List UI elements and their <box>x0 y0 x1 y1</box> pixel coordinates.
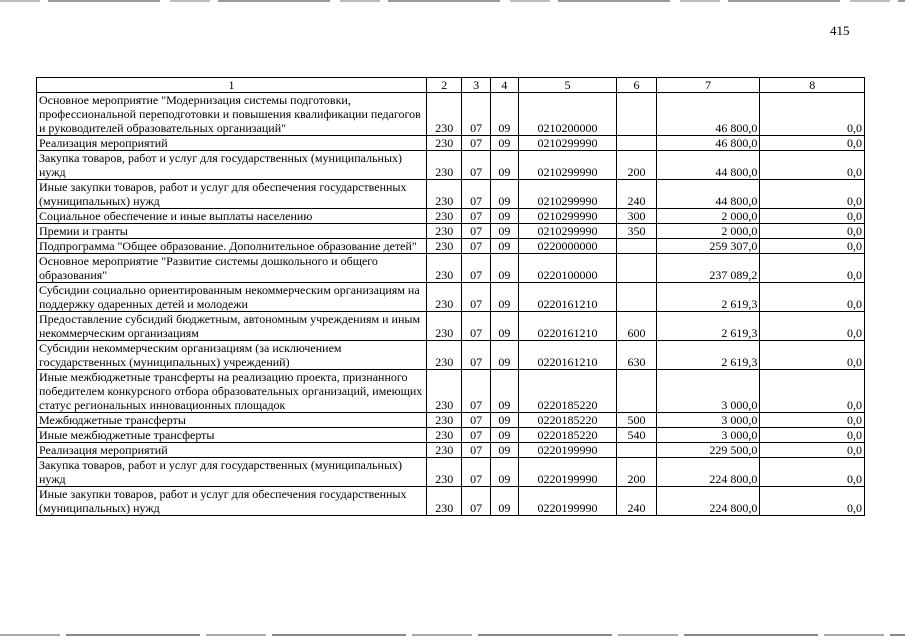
row-section-cell: 07 <box>462 239 490 254</box>
row-expense-type-cell <box>617 93 657 136</box>
header-row <box>37 78 865 93</box>
row-target-article-cell: 0220185220 <box>518 428 616 443</box>
table-row <box>37 136 865 151</box>
row-amount-cell: 3 000,0 <box>656 428 759 443</box>
row-target-article-cell: 0220161210 <box>518 283 616 312</box>
row-amount-cell: 3 000,0 <box>656 370 759 413</box>
row-amount-cell: 44 800,0 <box>656 151 759 180</box>
row-amount-cell: 46 800,0 <box>656 93 759 136</box>
table-row <box>37 151 865 180</box>
row-target-article-cell: 0220185220 <box>518 413 616 428</box>
row-name-cell: Иные межбюджетные трансферты на реализацию проекта, признанного победителем конкурсного отбора образовательных организаций, имеющих статус региональных инновационных площадок <box>37 370 427 413</box>
row-code-cell: 230 <box>426 283 462 312</box>
table-row <box>37 93 865 136</box>
row-expense-type-cell <box>617 443 657 458</box>
table-row <box>37 180 865 209</box>
row-change-cell: 0,0 <box>760 312 865 341</box>
row-amount-cell: 224 800,0 <box>656 458 759 487</box>
header-cell: 2 <box>426 78 462 93</box>
page-number: 415 <box>830 23 850 38</box>
row-name-cell: Основное мероприятие "Модернизация системы подготовки, профессиональной переподготовки и повышения квалификации педагогов и руководителей образовательных организаций" <box>37 93 427 136</box>
row-code-cell: 230 <box>426 93 462 136</box>
header-cell: 5 <box>518 78 616 93</box>
top-scan-edge <box>0 0 905 2</box>
row-name-cell: Предоставление субсидий бюджетным, автономным учреждениям и иным некоммерческим организациям <box>37 312 427 341</box>
row-code-cell: 230 <box>426 239 462 254</box>
row-target-article-cell: 0210200000 <box>518 93 616 136</box>
row-subsection-cell: 09 <box>490 283 518 312</box>
row-name-cell: Социальное обеспечение и иные выплаты населению <box>37 209 427 224</box>
row-name-cell: Подпрограмма "Общее образование. Дополнительное образование детей" <box>37 239 427 254</box>
row-name-cell: Закупка товаров, работ и услуг для государственных (муниципальных) нужд <box>37 151 427 180</box>
row-expense-type-cell: 240 <box>617 180 657 209</box>
header-cell: 4 <box>490 78 518 93</box>
row-section-cell: 07 <box>462 93 490 136</box>
row-section-cell: 07 <box>462 413 490 428</box>
row-code-cell: 230 <box>426 370 462 413</box>
table-row <box>37 413 865 428</box>
row-amount-cell: 224 800,0 <box>656 487 759 516</box>
row-change-cell: 0,0 <box>760 443 865 458</box>
row-target-article-cell: 0210299990 <box>518 224 616 239</box>
row-change-cell: 0,0 <box>760 136 865 151</box>
row-amount-cell: 3 000,0 <box>656 413 759 428</box>
row-code-cell: 230 <box>426 341 462 370</box>
row-change-cell: 0,0 <box>760 93 865 136</box>
row-expense-type-cell: 300 <box>617 209 657 224</box>
row-name-cell: Субсидии социально ориентированным некоммерческим организациям на поддержку одаренных детей и молодежи <box>37 283 427 312</box>
row-name-cell: Реализация мероприятий <box>37 136 427 151</box>
row-code-cell: 230 <box>426 209 462 224</box>
header-cell: 6 <box>617 78 657 93</box>
row-expense-type-cell <box>617 136 657 151</box>
row-target-article-cell: 0220161210 <box>518 341 616 370</box>
table-row <box>37 254 865 283</box>
row-target-article-cell: 0220185220 <box>518 370 616 413</box>
row-subsection-cell: 09 <box>490 413 518 428</box>
row-name-cell: Межбюджетные трансферты <box>37 413 427 428</box>
row-section-cell: 07 <box>462 487 490 516</box>
row-name-cell: Премии и гранты <box>37 224 427 239</box>
budget-table <box>36 77 865 516</box>
table-row <box>37 443 865 458</box>
row-name-cell: Иные закупки товаров, работ и услуг для обеспечения государственных (муниципальных) нужд <box>37 487 427 516</box>
row-amount-cell: 237 089,2 <box>656 254 759 283</box>
row-subsection-cell: 09 <box>490 180 518 209</box>
row-subsection-cell: 09 <box>490 458 518 487</box>
row-subsection-cell: 09 <box>490 209 518 224</box>
row-subsection-cell: 09 <box>490 443 518 458</box>
row-change-cell: 0,0 <box>760 151 865 180</box>
table-row <box>37 283 865 312</box>
row-target-article-cell: 0210299990 <box>518 209 616 224</box>
row-target-article-cell: 0210299990 <box>518 136 616 151</box>
row-change-cell: 0,0 <box>760 283 865 312</box>
row-section-cell: 07 <box>462 209 490 224</box>
row-amount-cell: 46 800,0 <box>656 136 759 151</box>
row-code-cell: 230 <box>426 254 462 283</box>
row-section-cell: 07 <box>462 224 490 239</box>
row-code-cell: 230 <box>426 312 462 341</box>
row-expense-type-cell <box>617 283 657 312</box>
row-section-cell: 07 <box>462 458 490 487</box>
row-target-article-cell: 0210299990 <box>518 151 616 180</box>
row-subsection-cell: 09 <box>490 254 518 283</box>
row-subsection-cell: 09 <box>490 224 518 239</box>
row-code-cell: 230 <box>426 413 462 428</box>
row-section-cell: 07 <box>462 283 490 312</box>
header-cell: 1 <box>37 78 427 93</box>
row-expense-type-cell: 350 <box>617 224 657 239</box>
row-section-cell: 07 <box>462 428 490 443</box>
row-amount-cell: 229 500,0 <box>656 443 759 458</box>
row-amount-cell: 44 800,0 <box>656 180 759 209</box>
row-name-cell: Основное мероприятие "Развитие системы дошкольного и общего образования" <box>37 254 427 283</box>
row-section-cell: 07 <box>462 254 490 283</box>
row-expense-type-cell: 500 <box>617 413 657 428</box>
row-change-cell: 0,0 <box>760 341 865 370</box>
row-section-cell: 07 <box>462 443 490 458</box>
row-name-cell: Реализация мероприятий <box>37 443 427 458</box>
row-change-cell: 0,0 <box>760 458 865 487</box>
row-change-cell: 0,0 <box>760 209 865 224</box>
row-change-cell: 0,0 <box>760 224 865 239</box>
table-row <box>37 458 865 487</box>
row-name-cell: Иные межбюджетные трансферты <box>37 428 427 443</box>
row-section-cell: 07 <box>462 180 490 209</box>
row-target-article-cell: 0220199990 <box>518 487 616 516</box>
row-target-article-cell: 0220199990 <box>518 458 616 487</box>
row-code-cell: 230 <box>426 180 462 209</box>
row-name-cell: Иные закупки товаров, работ и услуг для обеспечения государственных (муниципальных) нужд <box>37 180 427 209</box>
row-section-cell: 07 <box>462 136 490 151</box>
row-expense-type-cell <box>617 370 657 413</box>
row-change-cell: 0,0 <box>760 370 865 413</box>
row-subsection-cell: 09 <box>490 370 518 413</box>
row-subsection-cell: 09 <box>490 428 518 443</box>
table-row <box>37 312 865 341</box>
row-amount-cell: 2 619,3 <box>656 283 759 312</box>
row-expense-type-cell: 200 <box>617 458 657 487</box>
table-row <box>37 239 865 254</box>
row-section-cell: 07 <box>462 151 490 180</box>
row-expense-type-cell <box>617 239 657 254</box>
row-target-article-cell: 0220100000 <box>518 254 616 283</box>
header-cell: 8 <box>760 78 865 93</box>
row-expense-type-cell: 540 <box>617 428 657 443</box>
row-change-cell: 0,0 <box>760 428 865 443</box>
row-amount-cell: 2 619,3 <box>656 312 759 341</box>
row-name-cell: Субсидии некоммерческим организациям (за исключением государственных (муниципальных) учреждений) <box>37 341 427 370</box>
row-section-cell: 07 <box>462 312 490 341</box>
row-amount-cell: 259 307,0 <box>656 239 759 254</box>
row-change-cell: 0,0 <box>760 413 865 428</box>
row-target-article-cell: 0220161210 <box>518 312 616 341</box>
header-cell: 7 <box>656 78 759 93</box>
table-row <box>37 428 865 443</box>
row-code-cell: 230 <box>426 443 462 458</box>
row-subsection-cell: 09 <box>490 136 518 151</box>
row-subsection-cell: 09 <box>490 151 518 180</box>
table-row <box>37 370 865 413</box>
row-expense-type-cell <box>617 254 657 283</box>
row-amount-cell: 2 000,0 <box>656 209 759 224</box>
row-change-cell: 0,0 <box>760 254 865 283</box>
row-name-cell: Закупка товаров, работ и услуг для государственных (муниципальных) нужд <box>37 458 427 487</box>
header-cell: 3 <box>462 78 490 93</box>
row-target-article-cell: 0210299990 <box>518 180 616 209</box>
table-row <box>37 224 865 239</box>
row-code-cell: 230 <box>426 458 462 487</box>
table-row <box>37 487 865 516</box>
row-code-cell: 230 <box>426 428 462 443</box>
table-row <box>37 209 865 224</box>
bottom-scan-edge <box>0 634 905 636</box>
row-expense-type-cell: 240 <box>617 487 657 516</box>
row-expense-type-cell: 630 <box>617 341 657 370</box>
row-change-cell: 0,0 <box>760 180 865 209</box>
row-section-cell: 07 <box>462 341 490 370</box>
row-expense-type-cell: 600 <box>617 312 657 341</box>
row-code-cell: 230 <box>426 136 462 151</box>
row-expense-type-cell: 200 <box>617 151 657 180</box>
row-amount-cell: 2 000,0 <box>656 224 759 239</box>
row-change-cell: 0,0 <box>760 239 865 254</box>
row-amount-cell: 2 619,3 <box>656 341 759 370</box>
row-subsection-cell: 09 <box>490 487 518 516</box>
row-code-cell: 230 <box>426 487 462 516</box>
row-code-cell: 230 <box>426 224 462 239</box>
table-row <box>37 341 865 370</box>
row-subsection-cell: 09 <box>490 93 518 136</box>
row-target-article-cell: 0220000000 <box>518 239 616 254</box>
row-subsection-cell: 09 <box>490 239 518 254</box>
row-subsection-cell: 09 <box>490 341 518 370</box>
row-code-cell: 230 <box>426 151 462 180</box>
row-change-cell: 0,0 <box>760 487 865 516</box>
row-subsection-cell: 09 <box>490 312 518 341</box>
row-target-article-cell: 0220199990 <box>518 443 616 458</box>
row-section-cell: 07 <box>462 370 490 413</box>
